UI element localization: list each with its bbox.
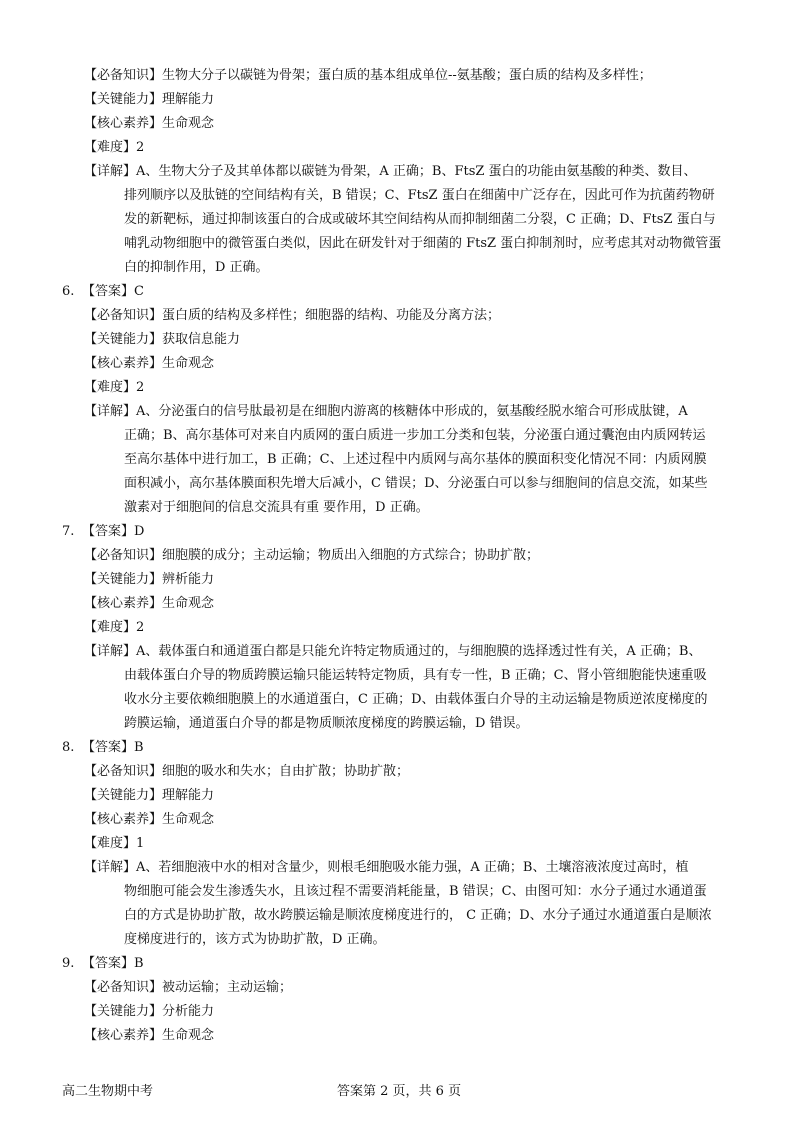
q7-literacy: 【核心素养】生命观念 [84, 596, 215, 611]
q8-detail-line: 【详解】A、若细胞液中水的相对含量少，则根毛细胞吸水能力强，A 正确；B、土壤溶液浓度过高时，植 [84, 860, 689, 875]
q7-detail-line: 【详解】A、载体蛋白和通道蛋白都是只能允许特定物质通过的，与细胞膜的选择透过性有关，A 正确；B、 [84, 644, 702, 659]
q9-literacy: 【核心素养】生命观念 [84, 1028, 215, 1043]
q9-answer: 【答案】B [82, 956, 144, 971]
q8-answer: 【答案】B [82, 740, 144, 755]
q6-detail-line: 至高尔基体中进行加工，B 正确；C、上述过程中内质网与高尔基体的膜面积变化情况不同：内质网膜 [124, 452, 707, 467]
footer-course-title: 高二生物期中考 [62, 1084, 154, 1099]
q8-answer-row [62, 736, 738, 760]
q7-detail-line: 跨膜运输，通道蛋白介导的都是物质顺浓度梯度的跨膜运输，D 错误。 [124, 716, 529, 731]
q6-literacy: 【核心素养】生命观念 [84, 356, 215, 371]
q9-ability: 【关键能力】分析能力 [84, 1004, 215, 1019]
q5-detail-line: 【详解】A、生物大分子及其单体都以碳链为骨架，A 正确；B、FtsZ 蛋白的功能由氨基酸的种类、数目、 [84, 164, 697, 179]
q7-number: 7. [62, 524, 75, 539]
q7-detail-line: 收水分主要依赖细胞膜上的水通道蛋白，C 正确；D、由载体蛋白介导的主动运输是物质逆浓度梯度的 [124, 692, 708, 707]
q6-number: 6. [62, 284, 75, 299]
answer-sheet-body [62, 64, 738, 1048]
q6-detail-line: 面积减小，高尔基体膜面积先增大后减小，C 错误；D、分泌蛋白可以参与细胞间的信息交流，如某些 [124, 476, 708, 491]
q5-detail-line: 发的新靶标，通过抑制该蛋白的合成或破坏其空间结构从而抑制细菌二分裂，C 正确；D、FtsZ 蛋白与 [124, 212, 716, 227]
q8-detail-line: 白的方式是协助扩散，故水跨膜运输是顺浓度梯度进行的， C 正确；D、水分子通过水通道蛋白是顺浓 [124, 908, 712, 923]
q6-detail-line: 【详解】A、分泌蛋白的信号肽最初是在细胞内游离的核糖体中形成的，氨基酸经脱水缩合可形成肽键，A [84, 404, 688, 419]
q8-ability: 【关键能力】理解能力 [84, 788, 215, 803]
q8-literacy: 【核心素养】生命观念 [84, 812, 215, 827]
q5-detail-line: 哺乳动物细胞中的微管蛋白类似，因此在研发针对于细菌的 FtsZ 蛋白抑制剂时，应考虑其对动物微管蛋 [124, 236, 722, 251]
q6-detail-line: 激素对于细胞间的信息交流具有重 要作用，D 正确。 [124, 500, 429, 515]
q9-answer-row [62, 952, 738, 976]
q7-answer: 【答案】D [82, 524, 145, 539]
q9-number: 9. [62, 956, 75, 971]
q7-knowledge: 【必备知识】细胞膜的成分；主动运输；物质出入细胞的方式综合；协助扩散； [84, 548, 540, 563]
q6-answer-row [62, 280, 738, 304]
q8-knowledge: 【必备知识】细胞的吸水和失水；自由扩散；协助扩散； [84, 764, 410, 779]
q5-literacy: 【核心素养】生命观念 [84, 116, 215, 131]
q5-ability: 【关键能力】理解能力 [84, 92, 215, 107]
q9-knowledge: 【必备知识】被动运输；主动运输； [84, 980, 293, 995]
q7-difficulty: 【难度】2 [84, 620, 145, 635]
q6-detail-line: 正确；B、高尔基体可对来自内质网的蛋白质进一步加工分类和包装，分泌蛋白通过囊泡由内质网转运 [124, 428, 706, 443]
q6-answer: 【答案】C [82, 284, 144, 299]
q7-detail-line: 由载体蛋白介导的物质跨膜运输只能运转特定物质，具有专一性，B 正确；C、肾小管细胞能快速重吸 [124, 668, 707, 683]
footer-page-number: 答案第 2 页，共 6 页 [337, 1084, 462, 1099]
q5-detail-line: 白的抑制作用，D 正确。 [124, 260, 269, 275]
q6-ability: 【关键能力】获取信息能力 [84, 332, 241, 347]
q8-detail-line: 物细胞可能会发生渗透失水，且该过程不需要消耗能量，B 错误；C、由图可知：水分子通过水通道蛋 [124, 884, 707, 899]
q6-knowledge: 【必备知识】蛋白质的结构及多样性；细胞器的结构、功能及分离方法； [84, 308, 501, 323]
q5-difficulty: 【难度】2 [84, 140, 145, 155]
q7-answer-row [62, 520, 738, 544]
q8-detail-line: 度梯度进行的，该方式为协助扩散，D 正确。 [124, 932, 386, 947]
q8-number: 8. [62, 740, 75, 755]
page-footer [62, 1080, 738, 1100]
q6-difficulty: 【难度】2 [84, 380, 145, 395]
q5-knowledge: 【必备知识】生物大分子以碳链为骨架；蛋白质的基本组成单位--氨基酸；蛋白质的结构及多样性； [84, 68, 652, 83]
q7-ability: 【关键能力】辨析能力 [84, 572, 215, 587]
q8-difficulty: 【难度】1 [84, 836, 145, 851]
q5-detail-line: 排列顺序以及肽链的空间结构有关，B 错误；C、FtsZ 蛋白在细菌中广泛存在，因此可作为抗菌药物研 [124, 188, 715, 203]
